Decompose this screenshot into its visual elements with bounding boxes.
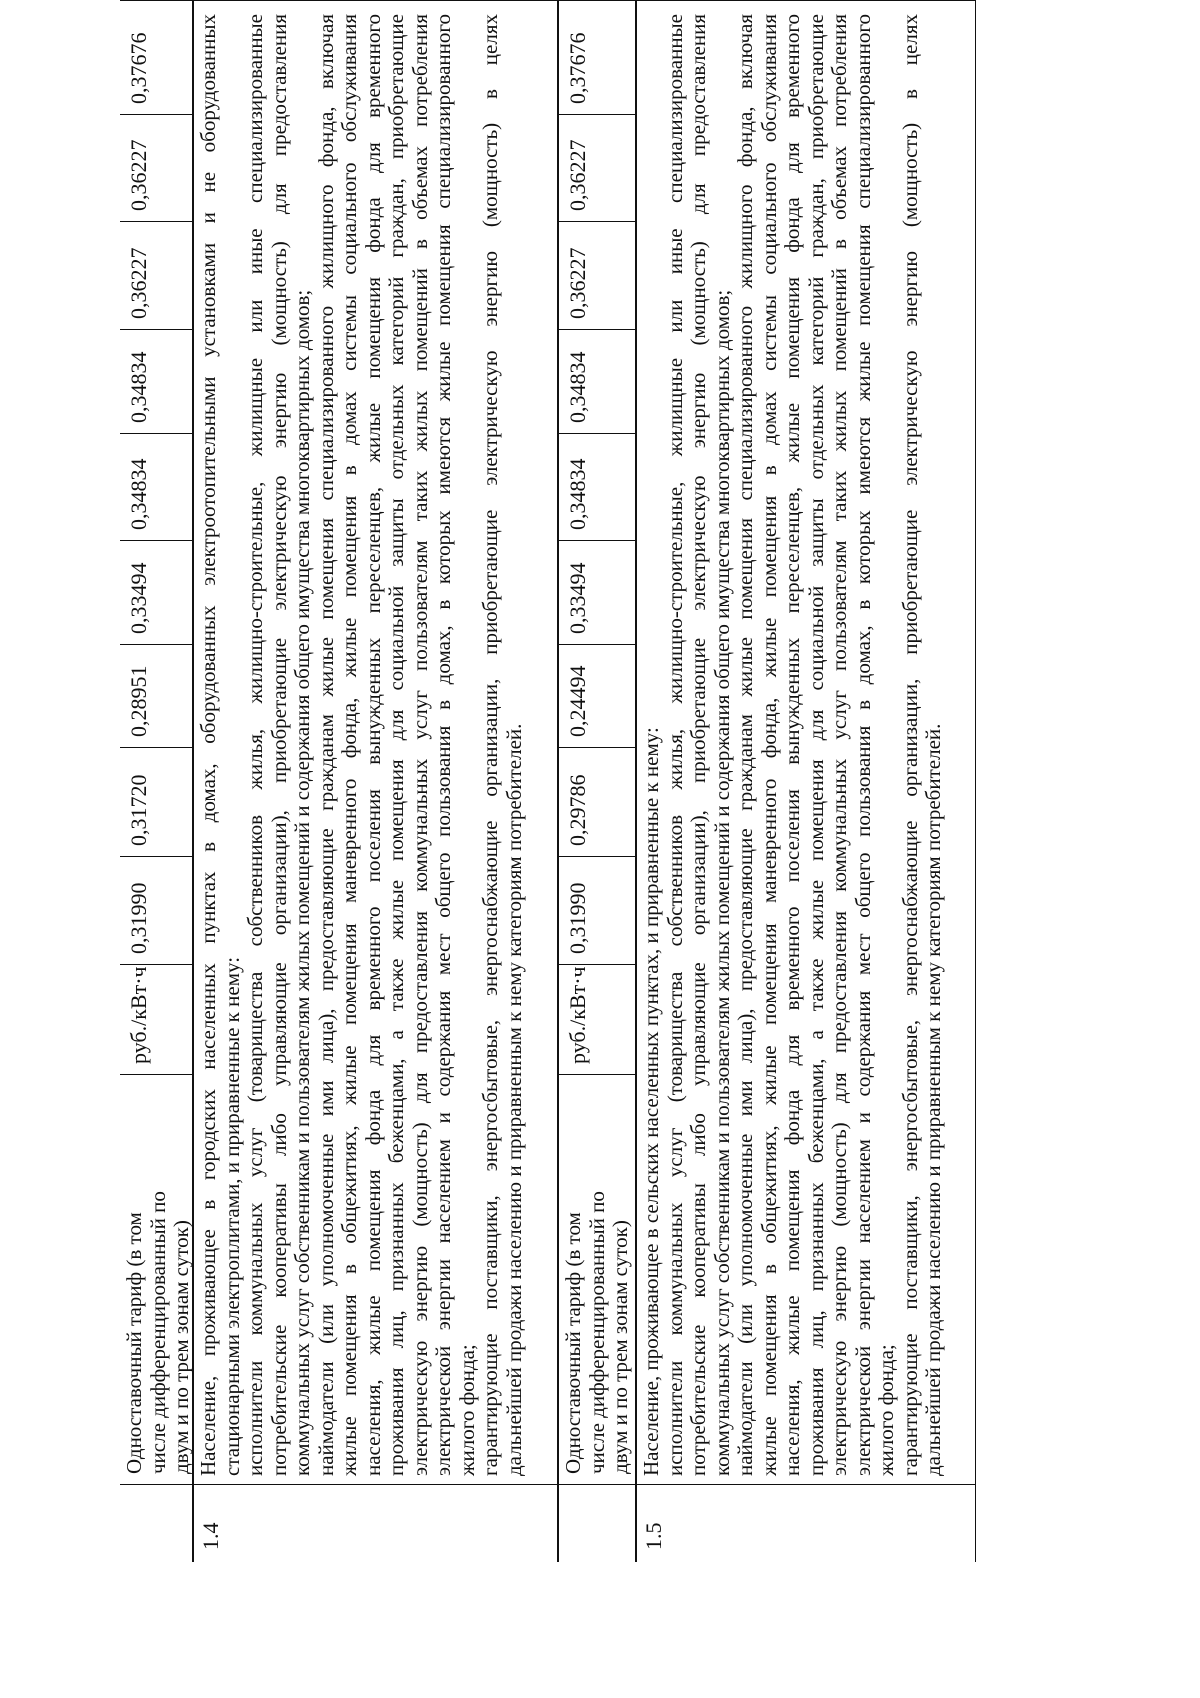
text-line: электрической энергии населением и содержания мест общего пользования в домах, в которых имеются жилые помещения специализированного bbox=[850, 14, 875, 1476]
text-line: жилые помещения в общежитиях, жилые помещения маневренного фонда, жилые помещения в домах системы социального обслуживания bbox=[756, 14, 781, 1476]
table-row-tariff bbox=[558, 0, 636, 1562]
text-line: дальнейшей продажи населению и приравненным к нему категориям потребителей. bbox=[921, 723, 945, 1476]
tariff-value: 0,34834 bbox=[559, 433, 635, 540]
tariff-value: 0,34834 bbox=[120, 329, 192, 433]
text-line: жилого фонда; bbox=[874, 1344, 898, 1476]
tariff-value: 0,36227 bbox=[120, 221, 192, 329]
tariff-value: 0,36227 bbox=[559, 114, 635, 221]
text-line: потребительские кооперативы либо управляющие организации), приобретающие электрическую энергию (мощность) для предоставления bbox=[686, 14, 710, 1476]
tariff-value: 0,33494 bbox=[559, 540, 635, 644]
tariff-value: 0,29786 bbox=[559, 747, 635, 856]
text-line: коммунальных услуг собственникам и пользователям жилых помещений и содержания общего имущества многоквартирных домов; bbox=[290, 289, 314, 1476]
tariff-value: 0,34834 bbox=[559, 329, 635, 433]
tariff-value: 0,24494 bbox=[559, 644, 635, 747]
tariff-value: 0,36227 bbox=[559, 221, 635, 329]
text-line: дальнейшей продажи населению и приравненным к нему категориям потребителей. bbox=[501, 723, 526, 1476]
text-line: гарантирующие поставщики, энергосбытовые, энергоснабжающие организации, приобретающие электрическую энергию (мощность) в целях bbox=[897, 14, 922, 1476]
description-line: числе дифференцированный по bbox=[145, 1191, 170, 1474]
tariff-value: 0,37676 bbox=[126, 32, 151, 104]
text-line: жилого фонда; bbox=[454, 1344, 479, 1476]
text-line: коммунальных услуг собственникам и пользователям жилых помещений и содержания общего имущества многоквартирных домов; bbox=[709, 289, 734, 1476]
row-inner bbox=[636, 0, 976, 1562]
unit-cell: руб./кВт·ч bbox=[559, 964, 635, 1074]
table-row-tariff bbox=[120, 0, 193, 1562]
tariff-value: 0,36227 bbox=[120, 114, 192, 221]
tariff-value: 0,33494 bbox=[120, 540, 192, 644]
text-line: Население, проживающее в городских населенных пунктах в домах, оборудованных электроотопительными установками и не оборудованных bbox=[196, 14, 220, 1476]
text-line: исполнители коммунальных услуг (товарищества собственников жилья, жилищно-строительные, жилищные или иные специализированные bbox=[243, 14, 267, 1476]
text-line: населения, жилые помещения фонда для временного поселения вынужденных переселенцев, жилые помещения фонда для временного bbox=[780, 14, 804, 1476]
table-row-text bbox=[636, 0, 976, 1562]
description-line: двум и по трем зонам суток) bbox=[608, 1220, 632, 1474]
text-line: электрическую энергию (мощность) для предоставления коммунальных услуг пользователям таких жилых помещений в объемах потребления bbox=[827, 14, 851, 1476]
row-number-cell bbox=[637, 1484, 975, 1562]
row-number-cell bbox=[194, 1484, 557, 1562]
tariff-value: 0,31720 bbox=[120, 747, 192, 856]
description-line: числе дифференцированный по bbox=[584, 1191, 609, 1474]
text-line: потребительские кооперативы либо управляющие организации), приобретающие электрическую энергию (мощность) для предоставления bbox=[266, 14, 291, 1476]
text-line: исполнители коммунальных услуг (товарищества собственников жилья, жилищно-строительные, жилищные или иные специализированные bbox=[662, 14, 687, 1476]
description-line: двум и по трем зонам суток) bbox=[169, 1220, 193, 1474]
row-number-cell bbox=[559, 1484, 635, 1562]
tariff-value: 0,31990 bbox=[559, 856, 635, 964]
category-description bbox=[194, 0, 557, 1484]
table-row-text bbox=[193, 0, 558, 1562]
text-line: наймодатели (или уполномоченные ими лица), предоставляющие гражданам жилые помещения специализированного жилищного фонда, включая bbox=[313, 14, 338, 1476]
row-number-cell bbox=[120, 1484, 192, 1562]
row-number: 1.4 bbox=[198, 1522, 223, 1550]
row-inner bbox=[193, 0, 558, 1562]
description-line: Одноставочный тариф (в том bbox=[122, 1212, 146, 1474]
row-inner bbox=[558, 0, 636, 1562]
text-line: проживания лиц, признанных беженцами, а также жилые помещения для социальной защиты отдельных категорий граждан, приобретающие bbox=[384, 14, 408, 1476]
tariff-value: 0,37676 bbox=[565, 32, 590, 104]
text-line: наймодатели (или уполномоченные ими лица), предоставляющие гражданам жилые помещения специализированного жилищного фонда, включая bbox=[733, 14, 757, 1476]
tariff-description bbox=[559, 1074, 635, 1484]
text-line: населения, жилые помещения фонда для временного поселения вынужденных переселенцев, жилые помещения фонда для временного bbox=[360, 14, 385, 1476]
text-line: Население, проживающее в сельских населенных пунктах, и приравненные к нему: bbox=[639, 727, 663, 1476]
tariff-value: 0,31990 bbox=[120, 856, 192, 964]
text-line: электрической энергии населением и содержания мест общего пользования в домах, в которых имеются жилые помещения специализированного bbox=[431, 14, 455, 1476]
category-description bbox=[637, 0, 975, 1484]
unit-cell: руб./кВт·ч bbox=[120, 964, 192, 1074]
tariff-value: 0,34834 bbox=[120, 433, 192, 540]
tariff-value: 0,28951 bbox=[120, 644, 192, 747]
text-line: жилые помещения в общежитиях, жилые помещения маневренного фонда, жилые помещения в домах системы социального обслуживания bbox=[337, 14, 361, 1476]
description-line: Одноставочный тариф (в том bbox=[561, 1212, 585, 1474]
row-number: 1.5 bbox=[641, 1522, 666, 1550]
tariff-description bbox=[120, 1074, 192, 1484]
text-line: гарантирующие поставщики, энергосбытовые, энергоснабжающие организации, приобретающие электрическую энергию (мощность) в целях bbox=[478, 14, 502, 1476]
row-inner bbox=[120, 0, 193, 1562]
text-line: электрическую энергию (мощность) для предоставления коммунальных услуг пользователям таких жилых помещений в объемах потребления bbox=[407, 14, 432, 1476]
text-line: стационарными электроплитами, и приравненные к нему: bbox=[219, 956, 244, 1476]
text-line: проживания лиц, признанных беженцами, а также жилые помещения для социальной защиты отдельных категорий граждан, приобретающие bbox=[803, 14, 828, 1476]
